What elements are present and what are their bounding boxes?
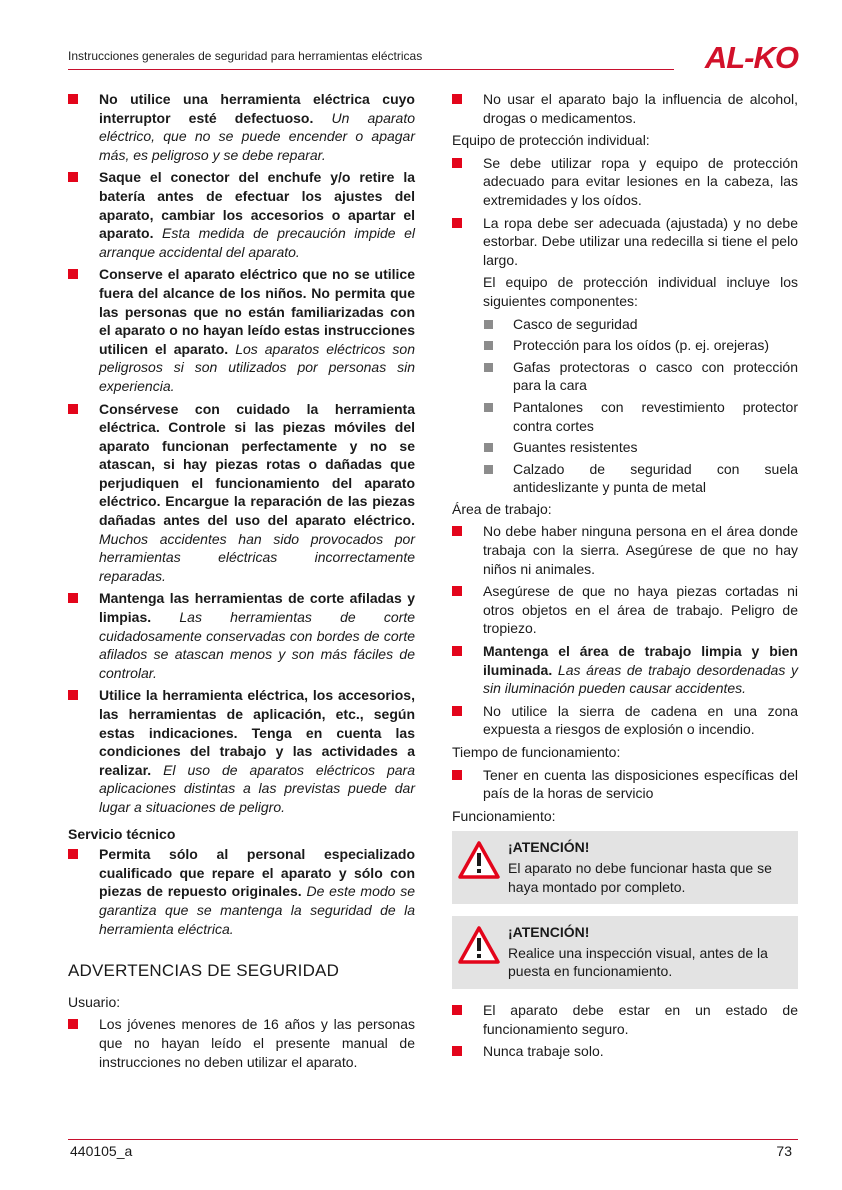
left-column xyxy=(68,90,415,1075)
sub-list-item: Protección para los oídos (p. ej. orejeras) xyxy=(483,336,798,355)
user-label: Usuario: xyxy=(68,993,121,1010)
list-item: No usar el aparato bajo la influencia de alcohol, drogas o medicamentos. xyxy=(452,90,798,127)
page-header xyxy=(68,40,798,80)
bullet-italic: El uso de aparatos eléctricos para aplicaciones distintas a las previstas puede dar lugar a situaciones de peligro. xyxy=(99,761,415,815)
warning-box xyxy=(452,916,798,989)
bullet-bold: Utilice la herramienta eléctrica, los accesorios, las herramientas de aplicación, etc., según estas indicaciones. Tenga en cuenta las condiciones del trabajo y las actividades a realizar. xyxy=(99,687,415,778)
bullet-bold: Consérvese con cuidado la herramienta eléctrica. Controle si las piezas móviles del aparato funcionan perfectamente y no se atascan, si hay piezas rotas o dañadas que perjudiquen el funcionamiento del aparato eléctrico. Encargue la reparación de las piezas dañadas antes del uso del aparato eléctrico. xyxy=(99,400,415,529)
list-item xyxy=(68,90,415,164)
section-heading: ADVERTENCIAS DE SEGURIDAD xyxy=(68,961,340,981)
right-column xyxy=(452,90,798,1065)
warning-triangle-icon xyxy=(458,841,500,879)
bullet-bold: No utilice una herramienta eléctrica cuyo interruptor esté defectuoso. xyxy=(99,91,415,126)
warning-box xyxy=(452,831,798,904)
list-item xyxy=(68,686,415,816)
bullet-italic: Esta medida de precaución impide el arranque accidental del aparato. xyxy=(99,225,416,260)
list-item: Asegúrese de que no haya piezas cortadas ni otros objetos en el área de trabajo. Peligro de tropiezo. xyxy=(452,582,798,638)
bullet-bold: Mantenga las herramientas de corte afiladas y limpias. xyxy=(99,590,415,626)
list-item: Los jóvenes menores de 16 años y las personas que no hayan leído el presente manual de instrucciones no deben utilizar el aparato. xyxy=(68,1015,415,1071)
page-number: 73 xyxy=(776,1143,792,1159)
footer-rule xyxy=(68,1139,798,1140)
list-item xyxy=(68,168,415,261)
document-code: 440105_a xyxy=(70,1143,133,1159)
warning-text: Realice una inspección visual, antes de la puesta en funcionamiento. xyxy=(508,944,768,980)
list-item: No debe haber ninguna persona en el área donde trabaja con la sierra. Asegúrese de que no hay niños ni animales. xyxy=(452,522,798,578)
list-item: Nunca trabaje solo. xyxy=(452,1042,798,1061)
sub-list-item: Gafas protectoras o casco con protección para la cara xyxy=(483,358,798,395)
warning-title: ¡ATENCIÓN! xyxy=(508,924,590,941)
header-rule xyxy=(68,69,674,70)
ppe-items xyxy=(452,315,798,497)
ppe-label: Equipo de protección individual: xyxy=(452,132,650,149)
list-item xyxy=(452,642,798,698)
warning-title: ¡ATENCIÓN! xyxy=(508,839,590,856)
sub-list-item: Guantes resistentes xyxy=(483,438,798,457)
bullet-italic: Un aparato eléctrico, que no se puede encender o apagar más, es peligroso y se debe reparar. xyxy=(99,109,415,163)
bullet-bold: Saque el conector del enchufe y/o retire la batería antes de efectuar los ajustes del aparato, cambiar los accesorios o apartar el aparato. xyxy=(99,169,415,242)
bullet-bold: Mantenga el área de trabajo limpia y bien iluminada. xyxy=(483,643,798,678)
ppe-intro: El equipo de protección individual incluye los siguientes componentes: xyxy=(483,274,798,309)
bullet-italic: Los aparatos eléctricos son peligrosos si son utilizados por personas sin experiencia. xyxy=(99,340,415,394)
time-label: Tiempo de funcionamiento: xyxy=(452,744,621,760)
work-label: Área de trabajo: xyxy=(452,500,552,517)
list-item xyxy=(68,589,415,682)
list-item: La ropa debe ser adecuada (ajustada) y no debe estorbar. Debe utilizar una redecilla si tiene el pelo largo. xyxy=(452,214,798,270)
header-title: Instrucciones generales de seguridad para herramientas eléctricas xyxy=(68,49,423,63)
service-heading: Servicio técnico xyxy=(68,825,176,842)
operation-label: Funcionamiento: xyxy=(452,807,556,824)
list-item: No utilice la sierra de cadena en una zona expuesta a riesgos de explosión o incendio. xyxy=(452,702,798,739)
list-item: Se debe utilizar ropa y equipo de protección adecuado para evitar lesiones en la cabeza, las extremidades y los oídos. xyxy=(452,154,798,210)
bullet-italic: Las áreas de trabajo desordenadas y sin iluminación pueden causar accidentes. xyxy=(483,661,798,697)
list-item xyxy=(68,845,415,938)
sub-list-item: Casco de seguridad xyxy=(483,315,798,334)
list-item: Tener en cuenta las disposiciones específicas del país de la horas de servicio xyxy=(452,766,798,803)
bullet-bold: Conserve el aparato eléctrico que no se utilice fuera del alcance de los niños. No permita que las personas que no están familiarizadas con el aparato o no hayan leído estas instrucciones utilicen el aparato. xyxy=(99,266,415,357)
list-item xyxy=(68,400,415,586)
list-item: El aparato debe estar en un estado de funcionamiento seguro. xyxy=(452,1001,798,1038)
sub-list-item: Pantalones con revestimiento protector contra cortes xyxy=(483,398,798,435)
warning-text: El aparato no debe funcionar hasta que se haya montado por completo. xyxy=(508,859,772,895)
bullet-italic: Muchos accidentes han sido provocados por herramientas eléctricas incorrectamente reparadas. xyxy=(99,530,415,584)
alko-logo: AL-KO xyxy=(704,40,798,75)
bullet-italic: De este modo se garantiza que se mantenga la seguridad de la herramienta eléctrica. xyxy=(99,883,416,937)
bullet-bold: Permita sólo al personal especializado cualificado que repare el aparato y sólo con piezas de repuesto originales. xyxy=(99,846,415,900)
warning-triangle-icon xyxy=(458,926,500,964)
list-item xyxy=(68,265,415,395)
sub-list-item: Calzado de seguridad con suela antideslizante y punta de metal xyxy=(483,460,798,497)
bullet-italic: Las herramientas de corte cuidadosamente conservadas con bordes de corte afilados se atascan menos y son más fáciles de controlar. xyxy=(99,609,416,681)
